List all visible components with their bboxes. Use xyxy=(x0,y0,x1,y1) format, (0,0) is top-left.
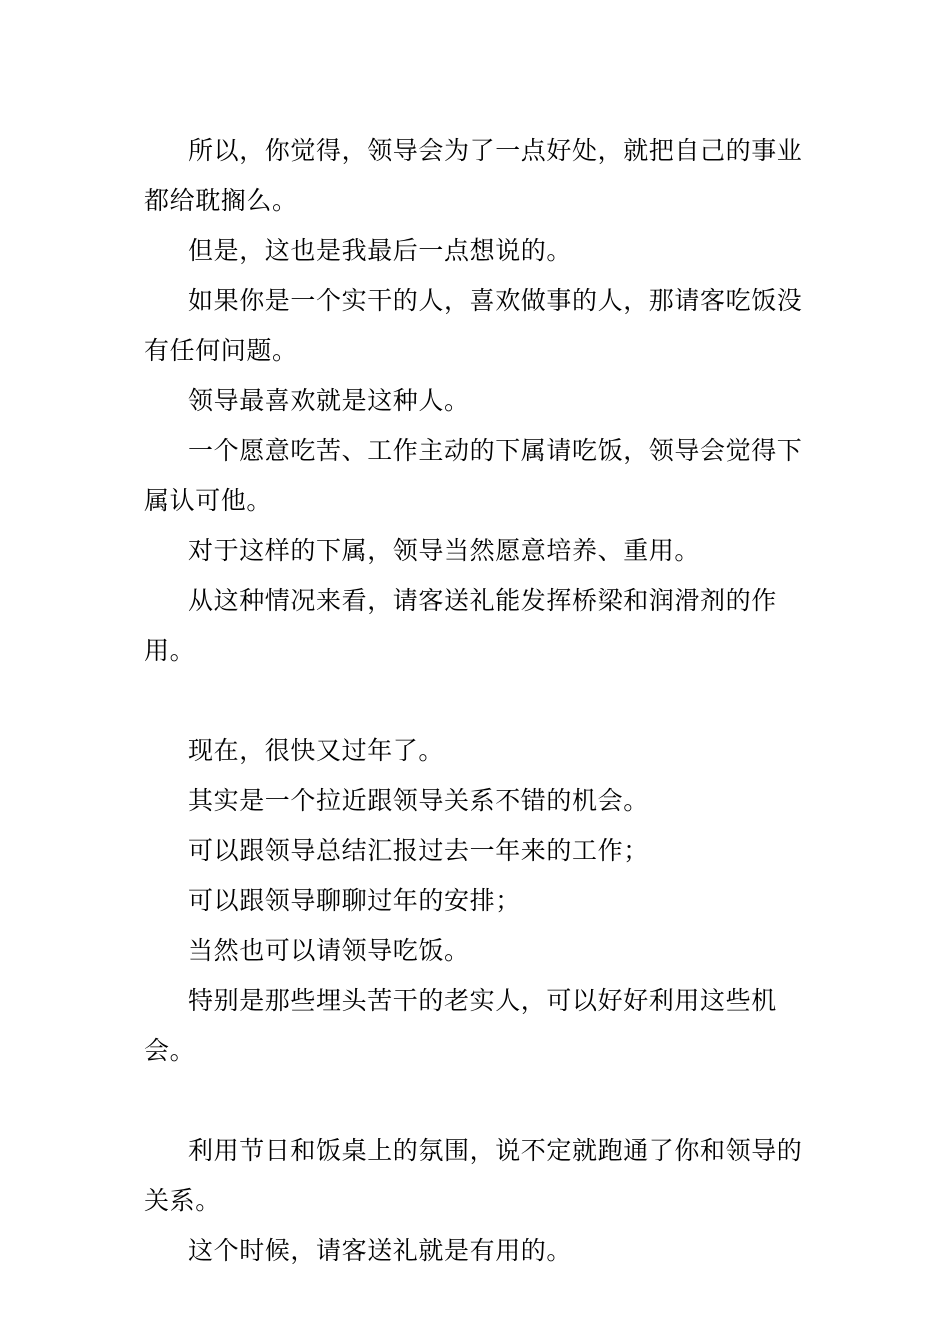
paragraph: 领导最喜欢就是这种人。 xyxy=(188,386,470,415)
document-page xyxy=(144,126,809,1276)
paragraph: 当然也可以请领导吃饭。 xyxy=(188,936,470,965)
paragraph: 特别是那些埋头苦干的老实人，可以好好利用这些机会。 xyxy=(144,986,777,1065)
paragraph: 这个时候，请客送礼就是有用的。 xyxy=(188,1236,573,1265)
paragraph: 从这种情况来看，请客送礼能发挥桥梁和润滑剂的作用。 xyxy=(144,586,777,665)
paragraph: 一个愿意吃苦、工作主动的下属请吃饭，领导会觉得下属认可他。 xyxy=(144,436,803,515)
paragraph: 可以跟领导聊聊过年的安排； xyxy=(188,886,521,915)
paragraph: 对于这样的下属，领导当然愿意培养、重用。 xyxy=(188,536,701,565)
paragraph: 现在，很快又过年了。 xyxy=(188,736,445,765)
paragraph: 可以跟领导总结汇报过去一年来的工作； xyxy=(188,836,649,865)
paragraph: 如果你是一个实干的人，喜欢做事的人，那请客吃饭没有任何问题。 xyxy=(144,286,803,365)
paragraph: 其实是一个拉近跟领导关系不错的机会。 xyxy=(188,786,649,815)
paragraph: 利用节日和饭桌上的氛围，说不定就跑通了你和领导的关系。 xyxy=(144,1136,803,1215)
paragraph: 但是，这也是我最后一点想说的。 xyxy=(188,236,573,265)
paragraph-gap xyxy=(144,1076,809,1126)
paragraph-gap xyxy=(144,676,809,726)
paragraph: 所以，你觉得，领导会为了一点好处，就把自己的事业都给耽搁么。 xyxy=(144,136,803,215)
